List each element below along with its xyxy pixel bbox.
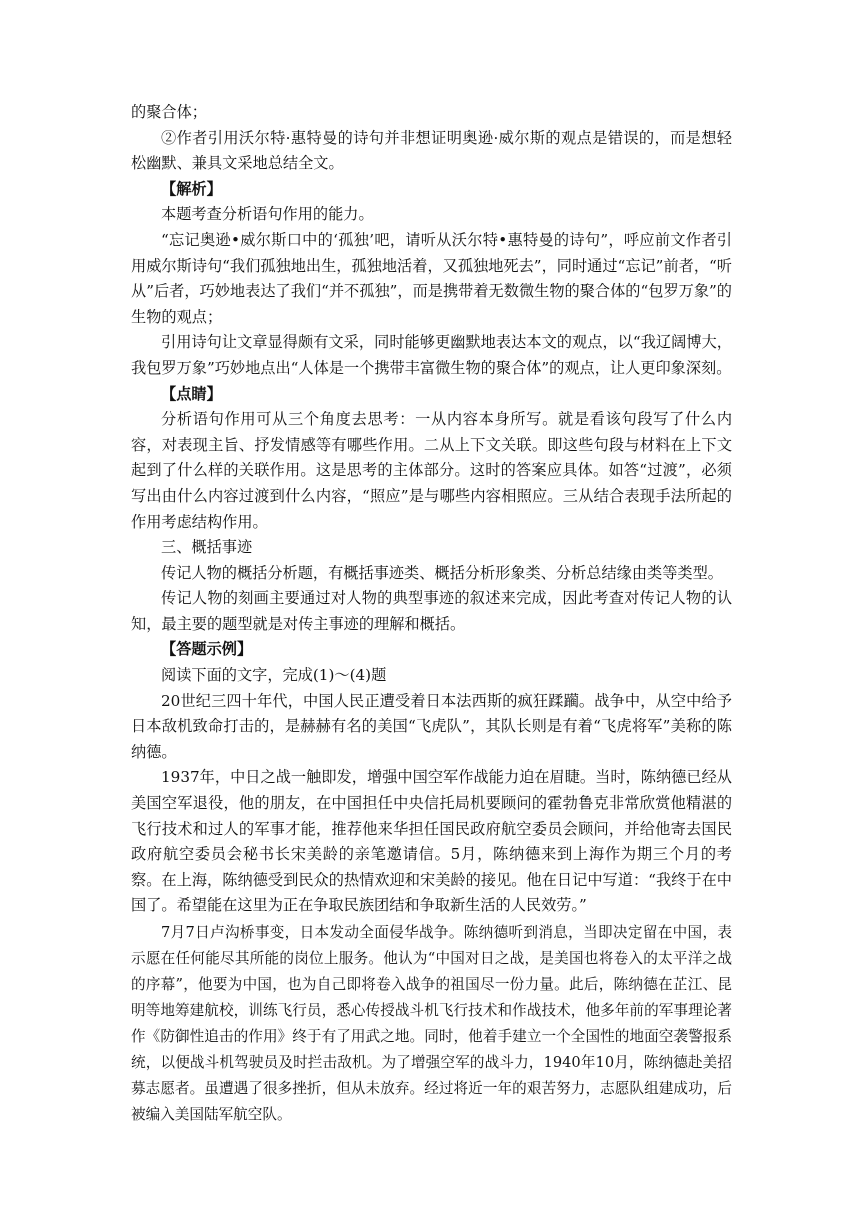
section-heading-3: 三、概括事迹	[161, 538, 253, 557]
paragraph-continuation: 的聚合体；	[131, 103, 207, 121]
section-3-intro-1: 传记人物的概括分析题，有概括事迹类、概括分析形象类、分析总结缘由类等类型。	[161, 563, 723, 582]
section-label-dianjing	[131, 382, 732, 408]
dianjing-paragraph: 分析语句作用可从三个角度去思考：一从内容本身所写。就是看该句段写了什么内容，对表现主旨、抒发情感等有哪些作用。二从上下文关联。即这些句段与材料在上下文起到了什么样的关联作用。这是思考的主体部分。这时的答案应具体。如答“过渡”，必须写出由什么内容过渡到什么内容，“照应”是与哪些内容相照应。三从结合表现手法所起的作用考虑结构作用。	[131, 410, 732, 531]
analysis-paragraph-2: 引用诗句让文章显得颇有文采，同时能够更幽默地表达本文的观点，以“我辽阔博大，我包罗万象”巧妙地点出“人体是一个携带丰富微生物的聚合体”的观点，让人更印象深刻。	[131, 333, 732, 377]
analysis-label: 【解析】	[161, 179, 222, 198]
dianjing-label: 【点睛】	[161, 384, 222, 403]
section-label-example	[131, 637, 732, 663]
section-label-analysis	[131, 177, 732, 203]
answer-point-2: ②作者引用沃尔特·惠特曼的诗句并非想证明奥逊·威尔斯的观点是错误的，而是想轻松幽默、兼具文采地总结全文。	[131, 128, 732, 173]
section-3-intro-2: 传记人物的刻画主要通过对人物的典型事迹的叙述来完成，因此考查对传记人物的认知，最主要的题型就是对传主事迹的理解和概括。	[131, 589, 732, 633]
passage-paragraph-1: 20世纪三四十年代，中国人民正遭受着日本法西斯的疯狂蹂躏。战争中，从空中给予日本敌机致命打击的，是赫赫有名的美国“飞虎队”，其队长则是有着“飞虎将军”美称的陈纳德。	[131, 691, 732, 761]
passage-paragraph-2: 1937年，中日之战一触即发，增强中国空军作战能力迫在眉睫。当时，陈纳德已经从美国空军退役，他的朋友，在中国担任中央信托局机要顾问的霍勃鲁克非常欣赏他精湛的飞行技术和过人的军事才能，推荐他来华担任国民政府航空委员会顾问，并给他寄去国民政府航空委员会秘书长宋美龄的亲笔邀请信。5月，陈纳德来到上海作为期三个月的考察。在上海，陈纳德受到民众的热情欢迎和宋美龄的接见。他在日记中写道：“我终于在中国了。希望能在这里为正在争取民族团结和争取新生活的人民效劳。”	[131, 768, 732, 915]
passage-paragraph-3: 7月7日卢沟桥事变，日本发动全面侵华战争。陈纳德听到消息，当即决定留在中国，表示愿在任何能尽其所能的岗位上服务。他认为“中国对日之战，是美国也将卷入的太平洋之战的序幕”，他要为中国，也为自己即将卷入战争的祖国尽一份力量。此后，陈纳德在芷江、昆明等地筹建航校，训练飞行员，悉心传授战斗机飞行技术和作战技术，他多年前的军事理论著作《防御性追击的作用》终于有了用武之地。同时，他着手建立一个全国性的地面空袭警报系统，以便战斗机驾驶员及时拦击敌机。为了增强空军的战斗力，1940年10月，陈纳德赴美招募志愿者。虽遭遇了很多挫折，但从未放弃。经过将近一年的艰苦努力，志愿队组建成功，后被编入美国陆军航空队。	[131, 924, 732, 1123]
reading-instruction: 阅读下面的文字，完成(1)～(4)题	[161, 666, 387, 685]
analysis-intro: 本题考查分析语句作用的能力。	[161, 205, 374, 224]
example-label: 【答题示例】	[161, 640, 253, 659]
analysis-paragraph-1: “忘记奥逊•威尔斯口中的‘孤独’吧，请听从沃尔特•惠特曼的诗句”，呼应前文作者引用威尔斯诗句“我们孤独地出生，孤独地活着，又孤独地死去”，同时通过“忘记”前者，“听从”后者，巧妙地表达了我们“并不孤独”，而是携带着无数微生物的聚合体的“包罗万象”的生物的观点；	[131, 230, 732, 326]
